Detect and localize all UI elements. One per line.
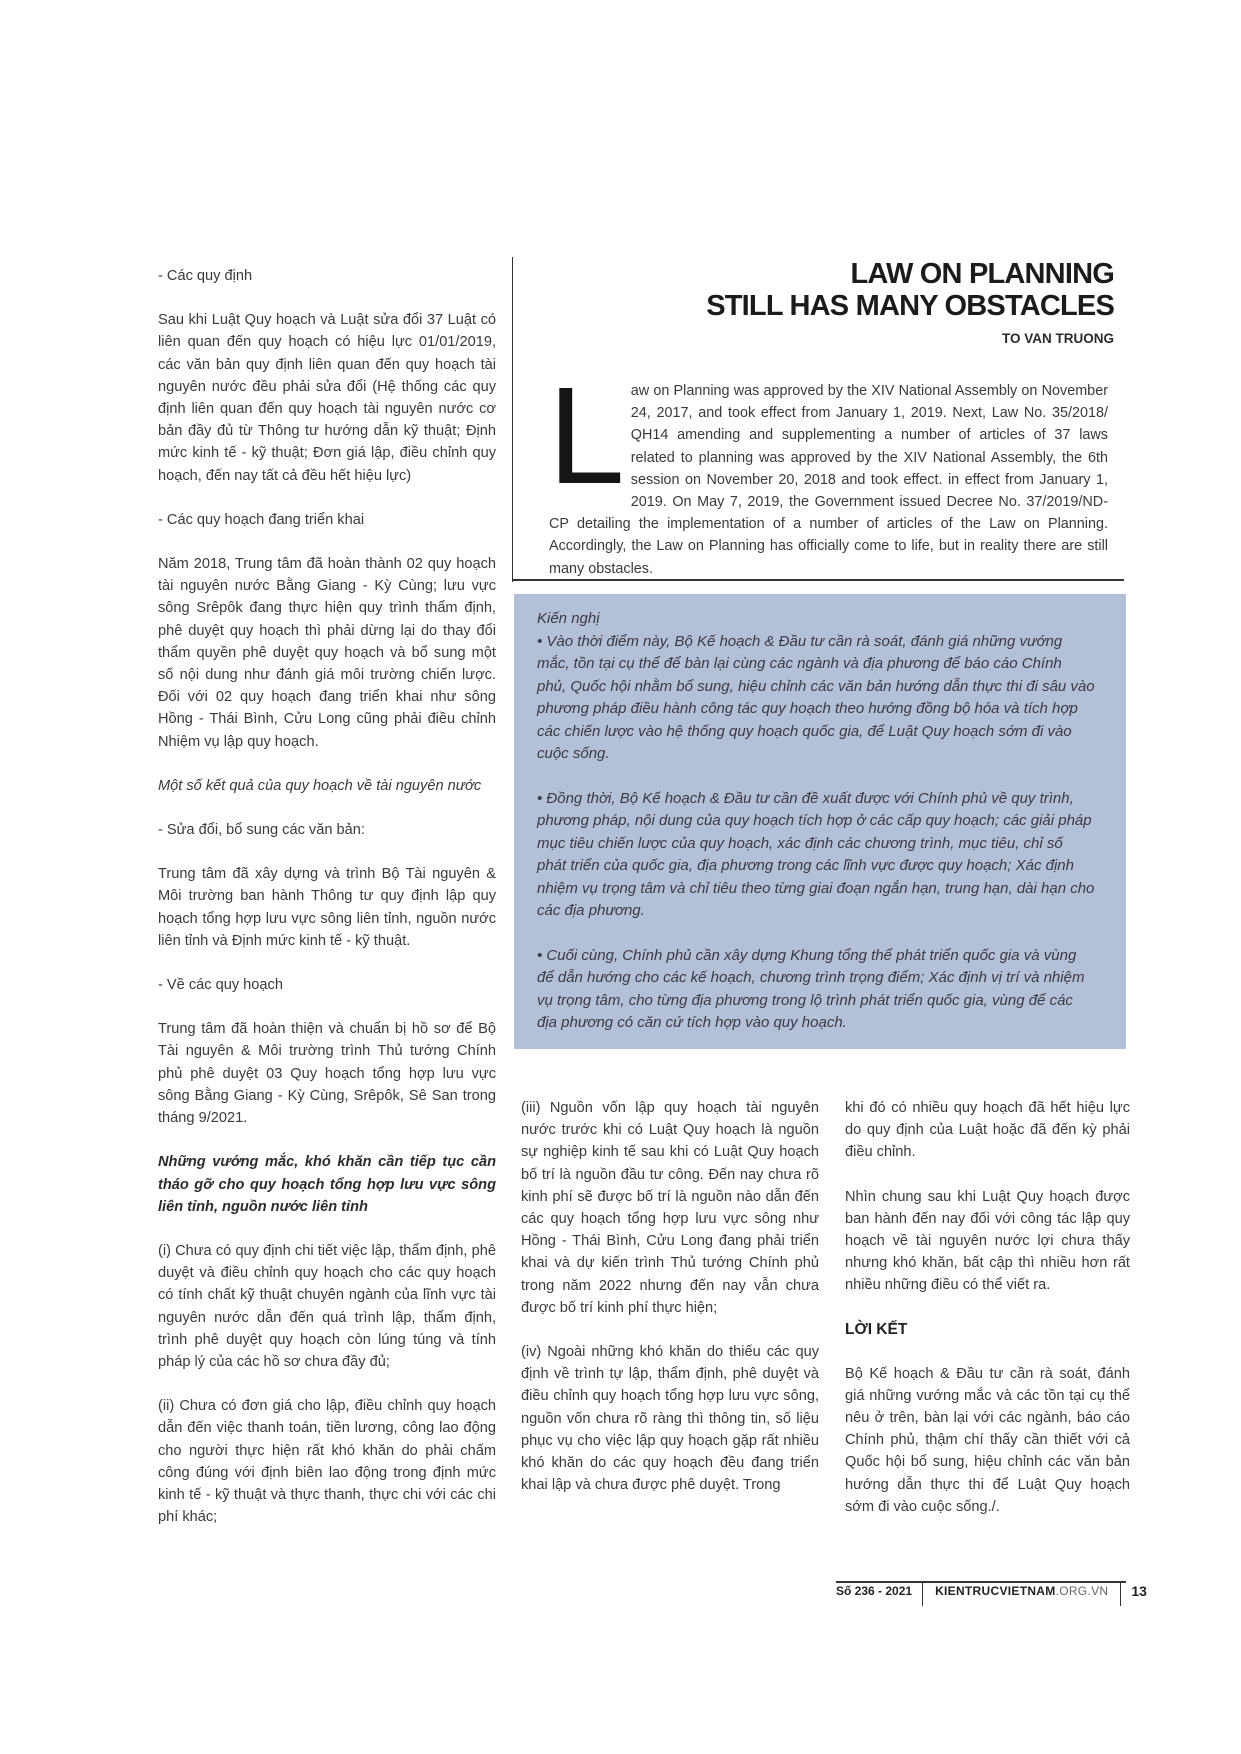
heading-obstacles: Những vướng mắc, khó khăn cần tiếp tục cần tháo gỡ cho quy hoạch tổng hợp lưu vực sông liên tỉnh, nguồn nước liên tỉnh [158, 1154, 496, 1215]
para-continuation: khi đó có nhiều quy hoạch đã hết hiệu lực do quy định của Luật hoặc đã đến kỳ phải điều chỉnh. [845, 1100, 1130, 1161]
heading-results: Một số kết quả của quy hoạch về tài nguyên nước [158, 777, 482, 794]
para-i: (i) Chưa có quy định chi tiết việc lập, thẩm định, phê duyệt và điều chỉnh quy hoạch cho các quy hoạch có tính chất kỹ thuật chuyên ngành của lĩnh vực tài nguyên nước dẫn đến quá trình lập, thẩm định, trình phê duyệt quy hoạch còn lúng túng và tính pháp lý của các hồ sơ chưa đầy đủ; [158, 1242, 496, 1370]
title-line-1: LAW ON PLANNING [850, 258, 1114, 290]
para-plans: Trung tâm đã hoàn thiện và chuẩn bị hồ sơ để Bộ Tài nguyên & Môi trường trình Thủ tướng Chính phủ phê duyệt 03 Quy hoạch tổng hợp lưu vực sông Bằng Giang - Kỳ Cùng, Srêpôk, Sê San trong tháng 9/2021. [158, 1021, 496, 1127]
site-name: KIENTRUCVIETNAM [935, 1584, 1056, 1598]
right-column [845, 1097, 1130, 1540]
box-title: Kiến nghị [537, 610, 600, 627]
drop-cap: L [548, 359, 625, 513]
issue-number: Số 236 - 2021 [836, 1584, 913, 1598]
para-ongoing: Năm 2018, Trung tâm đã hoàn thành 02 quy hoạch tài nguyên nước Bằng Giang - Kỳ Cùng; lưu vực sông Srêpôk đang thực hiện quy trình thẩm định, phê duyệt quy hoạch thì phải dừng lại do thay đổi thẩm quyền phê duyệt quy hoạch và bổ sung một số nội dung như đánh giá môi trường chiến lược. Đối với 02 quy hoạch đang triển khai như sông Hồng - Thái Bình, Cửu Long cũng phải điều chỉnh Nhiệm vụ lập quy hoạch. [158, 556, 496, 750]
page-footer [836, 1580, 1147, 1602]
recommendation-bullet: • Cuối cùng, Chính phủ cần xây dựng Khung tổng thể phát triển quốc gia và vùng để dẫn hướng cho các kế hoạch, chương trình trọng điểm; Xác định vị trí và nhiệm vụ trọng tâm, cho từng địa phương trong lộ trình phát triển quốc gia, vùng để các địa phương có căn cứ tích hợp vào quy hoạch. [537, 946, 1085, 1031]
heading-regulations: - Các quy định [158, 268, 253, 284]
para-conclusion: Bộ Kế hoạch & Đầu tư cần rà soát, đánh giá những vướng mắc và các tồn tại cụ thể nêu ở trên, bàn lại với các ngành, báo cáo Chính phủ, thậm chí thấy cần thiết với cả Quốc hội bổ sung, hiệu chỉnh các văn bản hướng dẫn thực thi để Luật Quy hoạch sớm đi vào cuộc sống./. [845, 1365, 1130, 1515]
para-iv: (iv) Ngoài những khó khăn do thiếu các quy định về trình tự lập, thẩm định, phê duyệt và điều chỉnh quy hoạch tổng hợp lưu vực sông, nguồn vốn chưa rõ ràng thì thông tin, số liệu phục vụ cho việc lập quy hoạch gặp rất nhiều khó khăn do các quy hoạch đều đang triển khai lập và chưa được phê duyệt. Trong [521, 1344, 819, 1494]
recommendation-bullet: • Vào thời điểm này, Bộ Kế hoạch & Đầu tư cần rà soát, đánh giá những vướng mắc, tồn tại cụ thể để bàn lại cùng các ngành và địa phương để báo cáo Chính phủ, Quốc hội nhằm bổ sung, hiệu chỉnh các văn bản hướng dẫn thực thi đi sâu vào phương pháp điều hành công tác quy hoạch theo hướng đồng bộ hóa và tích hợp các chiến lược vào hệ thống quy hoạch quốc gia, để Luật Quy hoạch sớm đi vào cuộc sống. [537, 632, 1095, 762]
heading-ongoing: - Các quy hoạch đang triển khai [158, 511, 365, 528]
author-byline: TO VAN TRUONG [1001, 331, 1114, 346]
heading-amend: - Sửa đổi, bổ sung các văn bản: [158, 822, 365, 839]
recommendation-bullet: • Đồng thời, Bộ Kế hoạch & Đầu tư cần đề xuất được với Chính phủ về quy trình, phương pháp, nội dung của quy hoạch tích hợp ở các cấp quy hoạch; các giải pháp mục tiêu chiến lược của quy hoạch, xác định các chương trình, mục tiêu, chỉ số phát triển của quốc gia, địa phương trong các lĩnh vực được quy hoạch; Xác định nhiệm vụ trọng tâm và chỉ tiêu theo từng giai đoạn ngắn hạn, trung hạn, dài hạn cho các địa phương. [537, 789, 1095, 919]
site-link[interactable] [923, 1584, 1120, 1598]
middle-column [521, 1097, 819, 1518]
para-overall: Nhìn chung sau khi Luật Quy hoạch được ban hành đến nay đối với công tác lập quy hoạch về tài nguyên nước lợi chưa thấy nhưng khó khăn, bất cập thì nhiều hơn rất nhiều những điều có thể viết ra. [845, 1188, 1130, 1294]
abstract [548, 359, 1108, 580]
vertical-divider [512, 257, 513, 582]
para-regulations: Sau khi Luật Quy hoạch và Luật sửa đổi 37 Luật có liên quan đến quy hoạch có hiệu lực 01/01/2019, các văn bản quy định liên quan đến quy hoạch tài nguyên nước đều phải sửa đổi (Hệ thống các quy định liên quan đến quy hoạch tài nguyên nước cơ bản đầy đủ từ Thông tư hướng dẫn kỹ thuật; Định mức kinh tế - kỹ thuật; Đơn giá lập, điều chỉnh quy hoạch, đến nay tất cả đều hết hiệu lực) [158, 312, 496, 484]
site-domain: .ORG.VN [1055, 1584, 1109, 1598]
left-column [158, 265, 496, 1550]
para-amend: Trung tâm đã xây dựng và trình Bộ Tài nguyên & Môi trường ban hành Thông tư quy định lập quy hoạch tổng hợp lưu vực sông liên tỉnh, nguồn nước liên tỉnh và Định mức kinh tế - kỹ thuật. [158, 866, 496, 949]
abstract-text: aw on Planning was approved by the XIV National Assembly on November 24, 2017, and took effect from January 1, 2019. Next, Law No. 35/2018/ QH14 amending and supplementing a number of articles of 37 laws related to planning was approved by the XIV National Assembly, the 6th session on November 20, 2018 and took effect. in effect from January 1, 2019. On May 7, 2019, the Government issued Decree No. 37/2019/ND-CP detailing the implementation of a number of articles of the Law on Planning. Accordingly, the Law on Planning has officially come to life, but in reality there are still many obstacles. [549, 383, 1108, 577]
title-line-2: STILL HAS MANY OBSTACLES [706, 290, 1114, 322]
conclusion-heading: LỜI KẾT [845, 1320, 908, 1338]
para-iii: (iii) Nguồn vốn lập quy hoạch tài nguyên nước trước khi có Luật Quy hoạch là nguồn sự nghiệp kinh tế sau khi có Luật Quy hoạch bố trí là nguồn đầu tư công. Đến nay chưa rõ kinh phí sẽ được bố trí là nguồn nào dẫn đến các quy hoạch tổng hợp lưu vực sông như Hồng - Thái Bình, Cửu Long đang phải triển khai và dự kiến trình Thủ tướng Chính phủ trong năm 2022 nhưng đến nay vẫn chưa được bố trí kinh phí thực hiện; [521, 1100, 819, 1316]
page-number: 13 [1131, 1583, 1147, 1599]
recommendation-box [514, 594, 1126, 1049]
article-title [706, 258, 1114, 322]
para-ii: (ii) Chưa có đơn giá cho lập, điều chỉnh quy hoạch dẫn đến việc thanh toán, tiền lương, công lao động cho người thực hiện rất khó khăn do phải chấm công đúng với định biên lao động trong định mức kinh tế - kỹ thuật và thực thanh, thực chi với các chi phí khác; [158, 1398, 496, 1526]
heading-plans: - Về các quy hoạch [158, 977, 283, 994]
